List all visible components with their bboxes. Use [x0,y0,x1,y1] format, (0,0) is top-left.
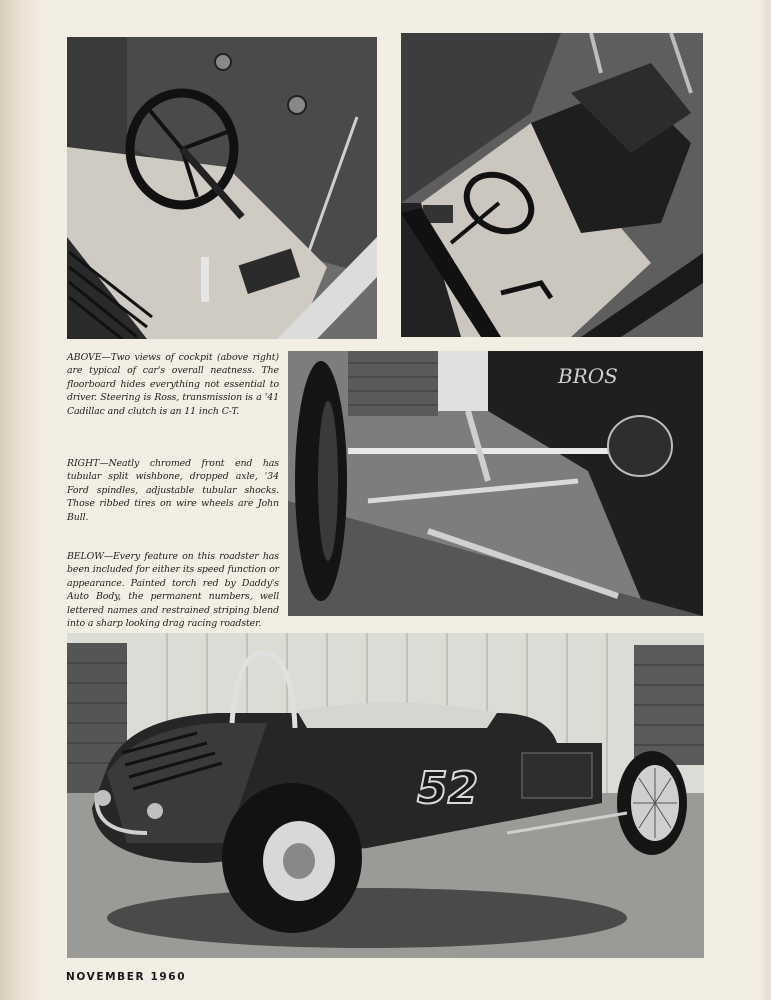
bros-lettering: BROS [558,364,618,388]
caption-below: BELOW—Every feature on this roadster has been included for either its speed function or appearance. Painted torch red by Daddy's Auto Body, the permanent numbers, well lettered names and restrained striping blend into a sharp looking drag racing roadster. [67,551,279,630]
caption-above: ABOVE—Two views of cockpit (above right) are typical of car's overall neatness. The floorboard hides everything not essential to driver. Steering is Ross, transmission is a '41 Cadillac and clutch is an 11 inch C-T. [67,352,279,417]
photo-front-end [288,351,703,616]
caption-right: RIGHT—Neatly chromed front end has tubular split wishbone, dropped axle, '34 Ford spindles, adjustable tubular shocks. Those ribbed tires on wire wheels are John Bull. [67,458,279,523]
cockpit-steering-illustration [67,37,377,339]
photo-cockpit-steering-wheel [67,37,377,339]
photo-roadster [67,633,704,958]
issue-date-footer: NOVEMBER 1960 [66,971,187,983]
roadster-illustration [67,633,704,958]
cockpit-seat-illustration [401,33,703,337]
front-end-illustration [288,351,703,616]
car-number-52: 52 [417,763,479,814]
photo-cockpit-seat [401,33,703,337]
